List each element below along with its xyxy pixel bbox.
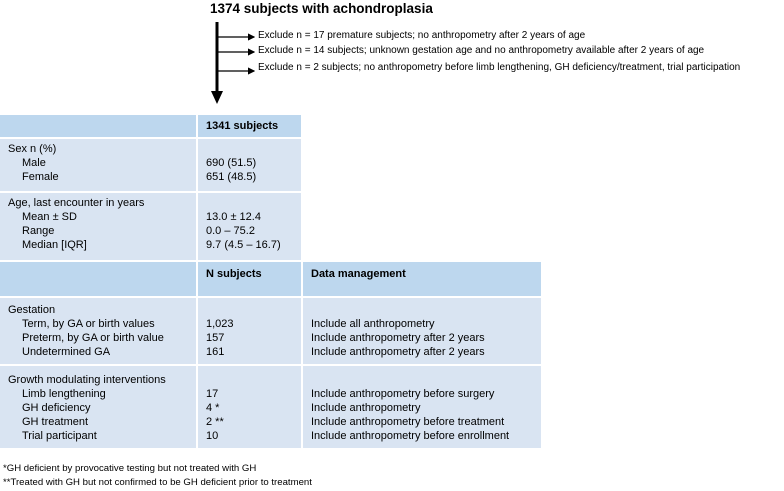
sex-female-value: 651 (48.5) <box>206 171 257 183</box>
age-range-label: Range <box>22 225 55 237</box>
sex-female-label: Female <box>22 171 59 183</box>
sex-label-cell <box>0 139 196 191</box>
interventions-dm-cell <box>303 366 541 448</box>
age-range-value: 0.0 – 75.2 <box>206 225 255 237</box>
flow-title: 1374 subjects with achondroplasia <box>210 1 433 16</box>
intervention-ghdef-dm: Include anthropometry <box>311 402 421 414</box>
main-flow-arrowhead <box>211 91 223 104</box>
interventions-label-cell <box>0 366 196 448</box>
intervention-limb-dm: Include anthropometry before surgery <box>311 388 495 400</box>
total-subjects-header: 1341 subjects <box>198 115 301 137</box>
gestation-label-cell <box>0 298 196 364</box>
table-header-blank <box>0 115 196 137</box>
gestation-preterm-label: Preterm, by GA or birth value <box>22 332 164 344</box>
sex-label: Sex n (%) <box>8 143 57 155</box>
interventions-label: Growth modulating interventions <box>8 374 166 386</box>
intervention-ghtreat-n: 2 ** <box>206 416 224 428</box>
sex-male-value: 690 (51.5) <box>206 157 257 169</box>
age-value-cell <box>198 193 301 260</box>
age-median-label: Median [IQR] <box>22 239 87 251</box>
gestation-undetermined-n: 161 <box>206 346 225 358</box>
gestation-term-n: 1,023 <box>206 318 234 330</box>
gestation-dm-cell <box>303 298 541 364</box>
gestation-n-cell <box>198 298 301 364</box>
gestation-preterm-n: 157 <box>206 332 225 344</box>
gestation-term-label: Term, by GA or birth values <box>22 318 155 330</box>
gestation-label: Gestation <box>8 304 56 316</box>
intervention-ghtreat-dm: Include anthropometry before treatment <box>311 416 505 428</box>
col-header-data-management: Data management <box>303 262 541 296</box>
gestation-undetermined-label: Undetermined GA <box>22 346 111 358</box>
exclusion-3: Exclude n = 2 subjects; no anthropometry before limb lengthening, GH deficiency/treatment, trial participation <box>258 62 741 73</box>
footnote-2: **Treated with GH but not confirmed to be GH deficient prior to treatment <box>3 477 312 488</box>
intervention-trial-dm: Include anthropometry before enrollment <box>311 430 510 442</box>
sex-male-label: Male <box>22 157 46 169</box>
col-header-n-subjects: N subjects <box>198 262 301 296</box>
exclusion-1: Exclude n = 17 premature subjects; no anthropometry after 2 years of age <box>258 30 586 41</box>
intervention-ghdef-n: 4 * <box>206 402 220 414</box>
intervention-limb-n: 17 <box>206 388 219 400</box>
footnote-1: *GH deficient by provocative testing but not treated with GH <box>3 463 257 474</box>
age-label: Age, last encounter in years <box>8 197 145 209</box>
sex-value-cell <box>198 139 301 191</box>
intervention-limb-label: Limb lengthening <box>22 388 106 400</box>
age-mean-value: 13.0 ± 12.4 <box>206 211 261 223</box>
col-header-blank <box>0 262 196 296</box>
gestation-undetermined-dm: Include anthropometry after 2 years <box>311 346 485 358</box>
intervention-ghtreat-label: GH treatment <box>22 416 89 428</box>
interventions-n-cell <box>198 366 301 448</box>
age-mean-label: Mean ± SD <box>22 211 77 223</box>
intervention-trial-label: Trial participant <box>22 430 97 442</box>
age-label-cell <box>0 193 196 260</box>
intervention-trial-n: 10 <box>206 430 219 442</box>
exclusion-2: Exclude n = 14 subjects; unknown gestation age and no anthropometry available after 2 years of age <box>258 45 705 56</box>
gestation-term-dm: Include all anthropometry <box>311 318 435 330</box>
intervention-ghdef-label: GH deficiency <box>22 402 91 414</box>
gestation-preterm-dm: Include anthropometry after 2 years <box>311 332 485 344</box>
age-median-value: 9.7 (4.5 – 16.7) <box>206 239 281 251</box>
